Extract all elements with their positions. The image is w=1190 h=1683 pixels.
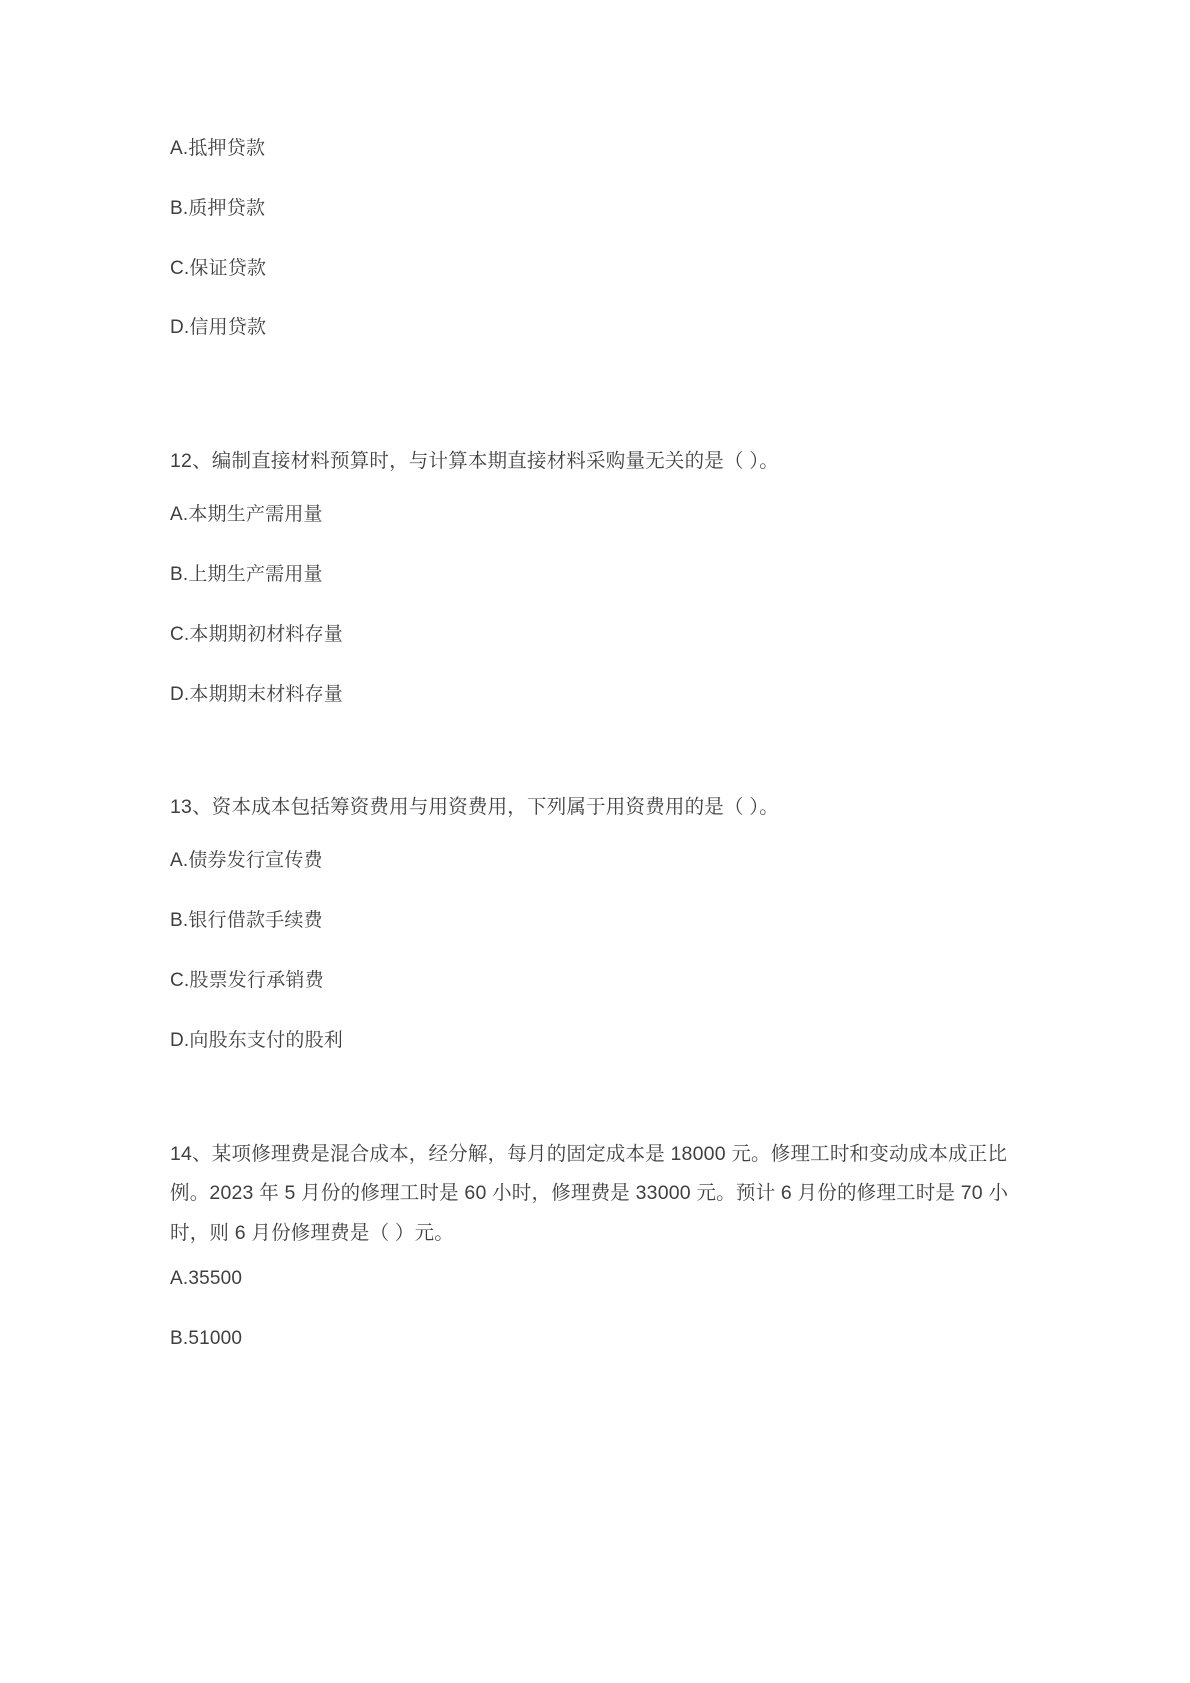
option-group <box>170 1268 1020 1351</box>
option-item: B.质押贷款 <box>170 197 266 219</box>
page-content <box>170 0 1020 1351</box>
question-12 <box>170 442 1020 706</box>
option-group-continued <box>170 138 1020 340</box>
spacer <box>170 706 1020 728</box>
question-14 <box>170 1135 1020 1352</box>
option-item: C.本期期初材料存量 <box>170 623 344 645</box>
spacer <box>170 1053 1020 1075</box>
option-item: B.上期生产需用量 <box>170 563 323 585</box>
option-item: B.51000 <box>170 1328 243 1350</box>
option-item: B.银行借款手续费 <box>170 910 323 932</box>
question-stem: 12、编制直接材料预算时，与计算本期直接材料采购量无关的是（ ）。 <box>170 450 779 473</box>
option-item: A.债券发行宣传费 <box>170 850 323 872</box>
option-item: D.本期期末材料存量 <box>170 683 344 705</box>
spacer <box>170 340 1020 382</box>
option-group <box>170 504 1020 706</box>
option-item: D.信用贷款 <box>170 317 267 339</box>
option-item: A.35500 <box>170 1268 243 1290</box>
question-stem: 13、资本成本包括筹资费用与用资费用，下列属于用资费用的是（ ）。 <box>170 796 779 819</box>
option-group <box>170 850 1020 1052</box>
option-item: C.股票发行承销费 <box>170 969 324 991</box>
option-item: A.抵押贷款 <box>170 138 266 159</box>
option-item: A.本期生产需用量 <box>170 504 323 526</box>
question-13 <box>170 788 1020 1052</box>
option-item: C.保证贷款 <box>170 257 267 279</box>
question-stem: 14、某项修理费是混合成本，经分解，每月的固定成本是 18000 元。修理工时和变动成本成正比例。2023 年 5 月份的修理工时是 60 小时，修理费是 33000 元。预计 6 月份的修理工时是 70 小时，则 6 月份修理费是（ ）元。 <box>170 1142 1009 1245</box>
option-item: D.向股东支付的股利 <box>170 1029 344 1051</box>
